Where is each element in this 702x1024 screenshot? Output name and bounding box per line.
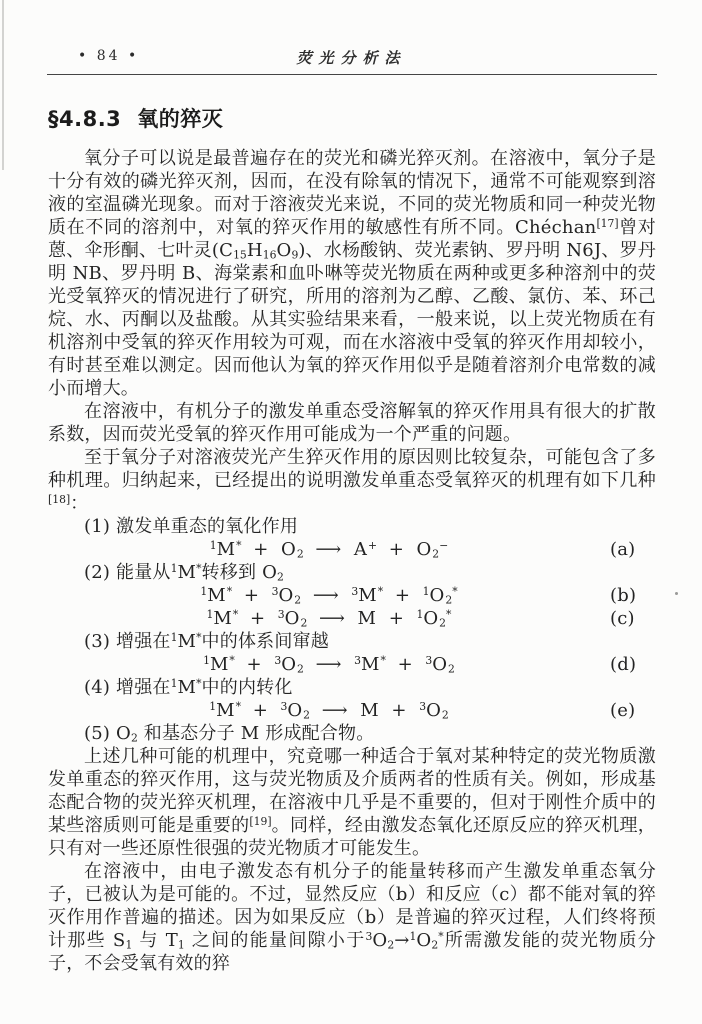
list-item: (2) 能量从$^1$M*转移到 $O_2$ bbox=[84, 562, 284, 584]
page-number: • 84 • bbox=[78, 48, 140, 64]
section-number: §4.8.3 bbox=[48, 107, 122, 131]
scan-edge-artifact bbox=[2, 0, 4, 170]
page-header bbox=[48, 47, 655, 67]
list-item: (1) 激发单重态的氧化作用 bbox=[84, 516, 299, 537]
equation-label: (b) bbox=[610, 585, 637, 606]
paragraph: 在溶液中，有机分子的激发单重态受溶解氧的猝灭作用具有很大的扩散系数，因而荧光受氧的猝灭作用可能成为一个严重的问题。 bbox=[48, 401, 656, 445]
list-item: (4) 增强在$^1$M*中的内转化 bbox=[84, 677, 293, 698]
equation-formula: $^1M^* + O_2$ ⟶ $A^+ + O_2^-$ bbox=[209, 539, 449, 561]
scan-speck-artifact bbox=[675, 592, 678, 595]
section-title: 氧的猝灭 bbox=[137, 107, 224, 131]
equation-label: (a) bbox=[610, 539, 636, 560]
page-body bbox=[48, 147, 656, 975]
list-item: (5) $O_2$ 和基态分子 M 形成配合物。 bbox=[84, 723, 375, 745]
equation-formula: $^1M^* + ^3O_2$ ⟶ $^3M^* + ^1O_2^*$ bbox=[200, 585, 458, 607]
equation-row bbox=[48, 699, 656, 722]
equation-row bbox=[48, 584, 656, 607]
header-rule bbox=[47, 74, 657, 75]
list-item: (3) 增强在$^1$M*中的体系间窜越 bbox=[84, 631, 329, 652]
equation-row bbox=[48, 538, 656, 561]
equation-formula: $^1M^* + ^3O_2$ ⟶ $^3M^* + ^3O_2$ bbox=[203, 654, 455, 676]
paragraph: 上述几种可能的机理中，究竟哪一种适合于氧对某种特定的荧光物质激发单重态的猝灭作用，这与荧光物质及介质两者的性质有关。例如，形成基态配合物的荧光猝灭机理，在溶液中几乎是不重要的，但对于刚性介质中的某些溶质则可能是重要的[19]。同样，经由激发态氧化还原反应的猝灭机理，只有对一些还原性很强的荧光物质才可能发生。 bbox=[48, 746, 657, 859]
equation-formula: $^1M^* + ^3O_2$ ⟶ $M + ^1O_2^*$ bbox=[206, 608, 452, 630]
equation-label: (e) bbox=[610, 700, 636, 721]
paragraph: 在溶液中，由电子激发态有机分子的能量转移而产生激发单重态氧分子，已被认为是可能的。不过，显然反应（b）和反应（c）都不能对氧的猝灭作用作普遍的描述。因为如果反应（b）是普遍的猝灭过程，人们终将预计那些 $S_1$ 与 $T_1$ 之间的能量间隙小于$^3O_2\to^1O_2^*$所需激发能的荧光物质分子，不会受氧有效的猝 bbox=[48, 861, 656, 974]
equation-label: (c) bbox=[610, 608, 635, 629]
running-title: 荧光分析法 bbox=[296, 49, 407, 67]
equation-formula: $^1M^* + ^3O_2$ ⟶ $M + ^3O_2$ bbox=[209, 700, 449, 722]
paragraph: 氧分子可以说是最普遍存在的荧光和磷光猝灭剂。在溶液中，氧分子是十分有效的磷光猝灭剂，因而，在没有除氧的情况下，通常不可能观察到溶液的室温磷光现象。而对于溶液荧光来说，不同的荧光物质和同一种荧光物质在不同的溶剂中，对氧的猝灭作用的敏感性有所不同。Chéchan[17]曾对蒽、伞形酮、七叶灵$(C_{15}H_{16}O_9)$、水杨酸钠、荧光素钠、罗丹明 N6J、罗丹明 NB、罗丹明 B、海棠素和血卟啉等荧光物质在两种或更多种溶剂中的荧光受氧猝灭的情况进行了研究，所用的溶剂为乙醇、乙酸、氯仿、苯、环己烷、水、丙酮以及盐酸。从其实验结果来看，一般来说，以上荧光物质在有机溶剂中受氧的猝灭作用较为可观，而在水溶液中受氧的猝灭作用却较小，有时甚至难以测定。因而他认为氧的猝灭作用似乎是随着溶剂介电常数的减小而增大。 bbox=[48, 148, 657, 399]
equation-row bbox=[48, 653, 656, 676]
section-heading bbox=[48, 103, 654, 133]
equation-row bbox=[48, 607, 656, 630]
equation-label: (d) bbox=[610, 654, 637, 675]
paragraph: 至于氧分子对溶液荧光产生猝灭作用的原因则比较复杂，可能包含了多种机理。归纳起来，已经提出的说明激发单重态受氧猝灭的机理有如下几种[18]： bbox=[48, 447, 656, 514]
